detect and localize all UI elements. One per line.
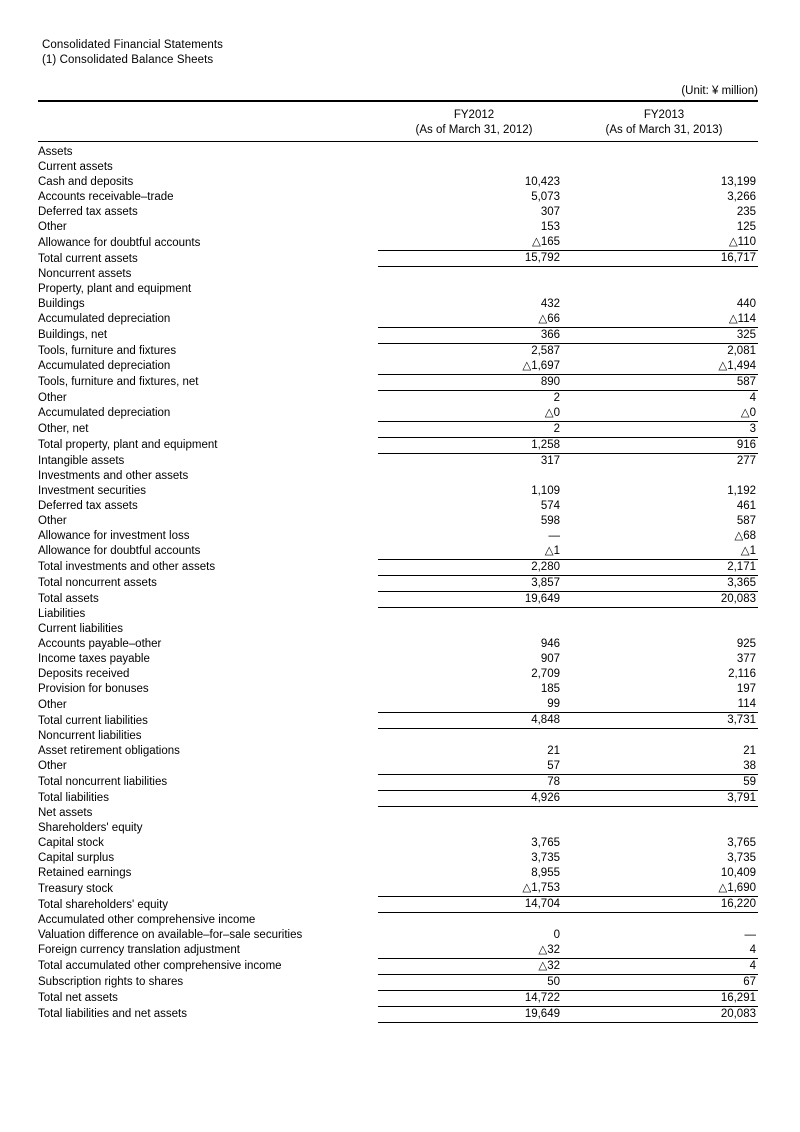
row-value-fy2012: 185 bbox=[540, 683, 560, 695]
row-value-fy2012: 3,857 bbox=[378, 575, 570, 591]
table-row bbox=[38, 637, 758, 652]
row-label: Buildings, net bbox=[38, 329, 108, 341]
row-label: Net assets bbox=[38, 807, 93, 819]
row-label: Property, plant and equipment bbox=[38, 282, 192, 295]
row-value-fy2012 bbox=[378, 607, 570, 622]
row-label: Current liabilities bbox=[38, 623, 124, 635]
row-value-fy2012 bbox=[378, 469, 570, 484]
table-row bbox=[38, 713, 758, 729]
row-label: Total noncurrent liabilities bbox=[38, 776, 168, 788]
row-value-fy2013 bbox=[570, 160, 758, 175]
table-row bbox=[38, 312, 758, 328]
table-row bbox=[38, 897, 758, 913]
row-value-fy2013: △1,494 bbox=[570, 359, 758, 375]
row-label: Liabilities bbox=[38, 608, 86, 620]
row-label: Buildings bbox=[38, 297, 85, 310]
table-row bbox=[38, 529, 758, 544]
table-row bbox=[38, 1006, 758, 1022]
title-line-1: Consolidated Financial Statements bbox=[42, 39, 224, 51]
row-value-fy2013: △114 bbox=[570, 312, 758, 328]
row-value-fy2012: 1,258 bbox=[378, 437, 570, 453]
table-row bbox=[38, 469, 758, 484]
row-label: Other bbox=[38, 760, 67, 772]
row-value-fy2013: 235 bbox=[736, 206, 756, 218]
row-value-fy2013 bbox=[570, 267, 758, 282]
row-value-fy2013: 3,266 bbox=[727, 191, 756, 203]
row-value-fy2012: △0 bbox=[378, 406, 570, 422]
row-value-fy2013: 3,731 bbox=[570, 713, 758, 729]
row-value-fy2012: △165 bbox=[378, 235, 570, 251]
row-value-fy2012 bbox=[378, 282, 570, 297]
table-row bbox=[38, 220, 758, 235]
row-value-fy2012 bbox=[378, 267, 570, 282]
header-fy2012-year: FY2012 bbox=[453, 109, 495, 121]
row-value-fy2012: 50 bbox=[378, 974, 570, 990]
row-value-fy2012 bbox=[378, 729, 570, 744]
row-value-fy2013: 2,116 bbox=[728, 668, 756, 680]
row-value-fy2013 bbox=[570, 729, 758, 744]
row-value-fy2012: 4,926 bbox=[378, 790, 570, 806]
row-value-fy2013 bbox=[570, 622, 758, 637]
row-value-fy2013: 16,291 bbox=[570, 990, 758, 1006]
header-fy2013-date: (As of March 31, 2013) bbox=[605, 124, 723, 136]
row-value-fy2012: 890 bbox=[378, 374, 570, 390]
table-row bbox=[38, 160, 758, 175]
row-value-fy2013: 197 bbox=[736, 683, 756, 695]
row-value-fy2013: 3,735 bbox=[727, 852, 756, 864]
row-label: Provision for bonuses bbox=[38, 683, 149, 695]
row-value-fy2013: 4 bbox=[570, 958, 758, 974]
table-row bbox=[38, 175, 758, 190]
row-value-fy2012: — bbox=[548, 529, 560, 542]
row-value-fy2013: 38 bbox=[570, 759, 758, 775]
table-row bbox=[38, 974, 758, 990]
row-value-fy2013: 916 bbox=[570, 437, 758, 453]
row-label: Valuation difference on available–for–sale securities bbox=[38, 928, 303, 941]
table-row bbox=[38, 559, 758, 575]
row-value-fy2012: △32 bbox=[378, 958, 570, 974]
row-label: Tools, furniture and fixtures bbox=[38, 344, 177, 357]
row-label: Foreign currency translation adjustment bbox=[38, 944, 240, 956]
row-value-fy2013: 277 bbox=[736, 454, 756, 467]
table-row bbox=[38, 836, 758, 851]
row-label: Assets bbox=[38, 146, 73, 158]
row-value-fy2013: 13,199 bbox=[720, 176, 756, 188]
row-value-fy2013: — bbox=[744, 928, 756, 941]
row-label: Total accumulated other comprehensive income bbox=[38, 960, 282, 972]
row-label: Accounts payable–other bbox=[38, 638, 162, 650]
row-value-fy2013: 4 bbox=[570, 943, 758, 959]
row-value-fy2012: 4,848 bbox=[378, 713, 570, 729]
row-value-fy2012: 1,109 bbox=[531, 484, 560, 497]
row-value-fy2012: 10,423 bbox=[524, 176, 560, 188]
row-value-fy2012: 5,073 bbox=[531, 191, 560, 203]
row-value-fy2013: 461 bbox=[736, 499, 756, 512]
table-row bbox=[38, 774, 758, 790]
row-label: Treasury stock bbox=[38, 882, 113, 895]
row-label: Current assets bbox=[38, 161, 113, 173]
balance-sheet-table bbox=[38, 100, 758, 1023]
row-value-fy2012: 432 bbox=[540, 297, 560, 310]
row-label: Investment securities bbox=[38, 484, 147, 497]
row-value-fy2013: 3,791 bbox=[570, 790, 758, 806]
row-value-fy2013: 587 bbox=[570, 374, 758, 390]
row-value-fy2012: 2,709 bbox=[531, 668, 560, 680]
row-value-fy2012: 317 bbox=[540, 454, 560, 467]
table-row bbox=[38, 390, 758, 406]
row-value-fy2013: 20,083 bbox=[570, 1006, 758, 1022]
table-row bbox=[38, 821, 758, 836]
row-value-fy2012: 3,735 bbox=[531, 852, 560, 864]
table-row bbox=[38, 421, 758, 437]
table-row bbox=[38, 881, 758, 897]
row-value-fy2012: 2,587 bbox=[531, 344, 560, 357]
table-row bbox=[38, 575, 758, 591]
table-row bbox=[38, 806, 758, 821]
row-value-fy2013: 377 bbox=[736, 653, 756, 665]
table-row bbox=[38, 729, 758, 744]
row-value-fy2012: 153 bbox=[540, 221, 560, 233]
table-row bbox=[38, 437, 758, 453]
table-row bbox=[38, 327, 758, 343]
row-value-fy2013: 10,409 bbox=[720, 867, 756, 879]
row-value-fy2013: 2,081 bbox=[727, 344, 756, 357]
table-row bbox=[38, 622, 758, 637]
table-row bbox=[38, 652, 758, 667]
row-value-fy2013: 3,365 bbox=[570, 575, 758, 591]
row-label: Capital stock bbox=[38, 837, 104, 849]
row-value-fy2013: 125 bbox=[736, 221, 756, 233]
row-label: Asset retirement obligations bbox=[38, 744, 180, 757]
row-label: Cash and deposits bbox=[38, 176, 134, 188]
row-value-fy2012: 14,704 bbox=[378, 897, 570, 913]
row-value-fy2013 bbox=[570, 607, 758, 622]
table-row bbox=[38, 484, 758, 499]
row-value-fy2012: △1,753 bbox=[378, 881, 570, 897]
header-fy2013 bbox=[570, 106, 758, 142]
row-value-fy2013: 4 bbox=[749, 391, 756, 404]
row-value-fy2012: 907 bbox=[540, 653, 560, 665]
row-label: Other bbox=[38, 698, 67, 711]
row-value-fy2013: △1,690 bbox=[570, 881, 758, 897]
row-value-fy2012: 15,792 bbox=[378, 251, 570, 267]
row-label: Total property, plant and equipment bbox=[38, 439, 218, 451]
table-row bbox=[38, 928, 758, 943]
row-value-fy2013: 2,171 bbox=[570, 559, 758, 575]
row-value-fy2013: 925 bbox=[736, 638, 756, 650]
table-row bbox=[38, 759, 758, 775]
row-label: Income taxes payable bbox=[38, 653, 150, 665]
row-value-fy2012: 307 bbox=[540, 206, 560, 218]
row-value-fy2013: 3 bbox=[570, 421, 758, 437]
table-row bbox=[38, 697, 758, 713]
row-value-fy2013 bbox=[570, 913, 758, 928]
table-row bbox=[38, 851, 758, 866]
row-label: Accumulated other comprehensive income bbox=[38, 913, 256, 926]
table-row bbox=[38, 790, 758, 806]
table-row bbox=[38, 343, 758, 359]
row-label: Total current liabilities bbox=[38, 714, 148, 727]
row-label: Other, net bbox=[38, 423, 89, 435]
row-value-fy2012: △66 bbox=[378, 312, 570, 328]
row-label: Subscription rights to shares bbox=[38, 976, 184, 988]
table-row bbox=[38, 990, 758, 1006]
table-row bbox=[38, 943, 758, 959]
row-value-fy2012: 0 bbox=[553, 928, 560, 941]
row-label: Total noncurrent assets bbox=[38, 577, 157, 589]
table-row bbox=[38, 374, 758, 390]
table-row bbox=[38, 607, 758, 622]
row-value-fy2013: 440 bbox=[736, 297, 756, 310]
row-label: Total shareholders' equity bbox=[38, 898, 169, 911]
row-label: Capital surplus bbox=[38, 852, 115, 864]
row-label: Other bbox=[38, 391, 67, 404]
table-row bbox=[38, 359, 758, 375]
title-line-2: (1) Consolidated Balance Sheets bbox=[42, 54, 214, 66]
row-value-fy2012: 8,955 bbox=[531, 867, 560, 879]
table-row bbox=[38, 297, 758, 312]
row-value-fy2012: 366 bbox=[378, 327, 570, 343]
row-value-fy2012: 598 bbox=[540, 514, 560, 527]
unit-note: (Unit: ¥ million) bbox=[681, 85, 758, 97]
row-label: Retained earnings bbox=[38, 867, 132, 879]
document-title bbox=[42, 38, 223, 68]
row-label: Total assets bbox=[38, 593, 99, 605]
table-row bbox=[38, 499, 758, 514]
row-label: Deferred tax assets bbox=[38, 206, 138, 218]
table-row bbox=[38, 744, 758, 759]
row-label: Accounts receivable–trade bbox=[38, 191, 174, 203]
table-row bbox=[38, 544, 758, 560]
row-value-fy2012 bbox=[378, 821, 570, 836]
row-value-fy2012: △1,697 bbox=[378, 359, 570, 375]
row-label: Accumulated depreciation bbox=[38, 407, 171, 419]
row-value-fy2013 bbox=[570, 806, 758, 821]
row-value-fy2012: 2 bbox=[553, 391, 560, 404]
row-label: Noncurrent assets bbox=[38, 267, 132, 280]
table-row bbox=[38, 682, 758, 697]
header-fy2013-year: FY2013 bbox=[643, 109, 685, 121]
row-value-fy2013: 16,220 bbox=[570, 897, 758, 913]
row-value-fy2013 bbox=[570, 469, 758, 484]
table-row bbox=[38, 913, 758, 928]
table-body bbox=[38, 145, 758, 1022]
row-label: Accumulated depreciation bbox=[38, 313, 171, 325]
header-label-row bbox=[38, 106, 758, 142]
table-header bbox=[38, 101, 758, 145]
row-value-fy2013: 20,083 bbox=[570, 591, 758, 607]
row-value-fy2012: 2,280 bbox=[378, 559, 570, 575]
row-value-fy2012: 78 bbox=[378, 774, 570, 790]
row-value-fy2012: 19,649 bbox=[378, 1006, 570, 1022]
row-value-fy2013: 21 bbox=[743, 744, 756, 757]
table-row bbox=[38, 453, 758, 469]
table-row bbox=[38, 205, 758, 220]
row-label: Allowance for investment loss bbox=[38, 529, 190, 542]
table-row bbox=[38, 251, 758, 267]
header-blank bbox=[38, 106, 378, 142]
row-value-fy2013: 325 bbox=[570, 327, 758, 343]
row-value-fy2013 bbox=[570, 282, 758, 297]
row-value-fy2013 bbox=[570, 145, 758, 160]
table-row bbox=[38, 591, 758, 607]
row-value-fy2012: 19,649 bbox=[378, 591, 570, 607]
row-value-fy2012: 2 bbox=[378, 421, 570, 437]
table-row bbox=[38, 667, 758, 682]
row-value-fy2013: 3,765 bbox=[727, 837, 756, 849]
table-row bbox=[38, 514, 758, 529]
row-value-fy2012 bbox=[378, 806, 570, 821]
row-value-fy2013: 67 bbox=[570, 974, 758, 990]
row-label: Total investments and other assets bbox=[38, 561, 216, 573]
row-label: Allowance for doubtful accounts bbox=[38, 545, 201, 557]
header-fy2012-date: (As of March 31, 2012) bbox=[415, 124, 533, 136]
row-label: Total liabilities bbox=[38, 792, 109, 804]
row-label: Other bbox=[38, 514, 67, 527]
row-label: Investments and other assets bbox=[38, 469, 189, 482]
row-label: Allowance for doubtful accounts bbox=[38, 236, 201, 249]
row-value-fy2013: 16,717 bbox=[570, 251, 758, 267]
row-value-fy2012: △1 bbox=[378, 544, 570, 560]
row-label: Tools, furniture and fixtures, net bbox=[38, 376, 199, 388]
row-value-fy2012: 21 bbox=[547, 744, 560, 757]
row-label: Total current assets bbox=[38, 252, 138, 265]
row-value-fy2012: 574 bbox=[540, 499, 560, 512]
table-row bbox=[38, 145, 758, 160]
row-value-fy2013: 114 bbox=[570, 697, 758, 713]
table-row bbox=[38, 235, 758, 251]
row-value-fy2012: 946 bbox=[540, 638, 560, 650]
row-label: Intangible assets bbox=[38, 454, 125, 467]
row-label: Shareholders' equity bbox=[38, 822, 143, 834]
row-value-fy2012 bbox=[378, 160, 570, 175]
row-value-fy2013: 1,192 bbox=[727, 484, 756, 497]
row-value-fy2012: 3,765 bbox=[531, 837, 560, 849]
row-label: Other bbox=[38, 221, 67, 233]
row-value-fy2013 bbox=[570, 821, 758, 836]
row-label: Total net assets bbox=[38, 992, 118, 1004]
table-row bbox=[38, 958, 758, 974]
table-row bbox=[38, 267, 758, 282]
table-row bbox=[38, 282, 758, 297]
row-value-fy2012 bbox=[378, 622, 570, 637]
row-value-fy2012: 57 bbox=[378, 759, 570, 775]
row-label: Total liabilities and net assets bbox=[38, 1008, 187, 1020]
row-value-fy2013: 59 bbox=[570, 774, 758, 790]
row-value-fy2012 bbox=[378, 145, 570, 160]
row-value-fy2012 bbox=[378, 913, 570, 928]
row-value-fy2012: △32 bbox=[378, 943, 570, 959]
table-row bbox=[38, 406, 758, 422]
table-row bbox=[38, 190, 758, 205]
row-label: Deposits received bbox=[38, 668, 130, 680]
table-row bbox=[38, 866, 758, 881]
header-fy2012 bbox=[378, 106, 570, 142]
row-value-fy2013: △110 bbox=[570, 235, 758, 251]
row-value-fy2012: 99 bbox=[378, 697, 570, 713]
row-value-fy2013: △1 bbox=[570, 544, 758, 560]
row-label: Deferred tax assets bbox=[38, 499, 138, 512]
row-value-fy2013: △68 bbox=[734, 529, 756, 542]
row-value-fy2012: 14,722 bbox=[378, 990, 570, 1006]
row-value-fy2013: △0 bbox=[570, 406, 758, 422]
row-value-fy2013: 587 bbox=[736, 514, 756, 527]
row-label: Noncurrent liabilities bbox=[38, 729, 142, 742]
row-label: Accumulated depreciation bbox=[38, 360, 171, 372]
